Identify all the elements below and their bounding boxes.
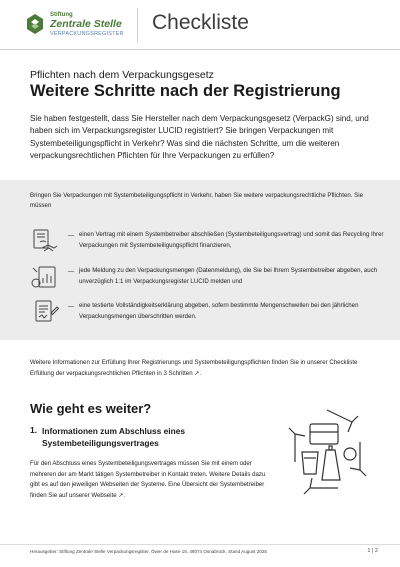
page-header xyxy=(0,0,400,50)
logo-mark-icon xyxy=(24,13,46,35)
intro-paragraph: Sie haben festgestellt, dass Sie Hersteller nach dem Verpackungsgesetz (VerpackG) sind, und haben sich im Verpackungsregister LUCID registriert? Sie bringen Verpackungen mit Systembeteiligungspflicht in Verkehr? Was sind die nächsten Schritte, um die weiteren verpackungsrechtlichen Pflichten für Ihre Verpackungen zu erfüllen? xyxy=(30,114,369,160)
declaration-document-icon xyxy=(30,299,60,327)
logo xyxy=(24,10,134,40)
document-title: Weitere Schritte nach der Registrierung xyxy=(30,82,341,100)
recycling-illustration-icon xyxy=(280,402,375,497)
list-dash: — xyxy=(68,232,75,239)
subsection-number: 1. xyxy=(30,425,37,435)
obligation-text: einen Vertrag mit einem Systembetreiber abschließen (Systembeteiligungsvertrag) und somit das Recycling Ihrer Verpackungen mit Systembeteiligungspflicht finanzieren, xyxy=(79,231,384,249)
obligations-intro: Bringen Sie Verpackungen mit Systembeteiligungspflicht in Verkehr, haben Sie weitere verpackungsrechtliche Pflichten. Sie müssen xyxy=(30,192,363,209)
logo-name: Zentrale Stelle xyxy=(50,18,122,30)
data-report-icon xyxy=(30,264,60,292)
info-paragraph: Weitere Informationen zur Erfüllung Ihrer Registrierungs und Systembeteiligungspflichten finden Sie in unserer Checkliste Erfüllung der verpackungsrechtlichen Pflichten in 3 Schritten ↗. xyxy=(30,359,358,377)
logo-subtitle: VERPACKUNGSREGISTER xyxy=(50,31,124,37)
subsection-paragraph: Für den Abschluss eines Systembeteiligungsvertrages müssen Sie mit einem oder mehreren der am Markt tätigen Systembetreiber in Kontakt treten. Weitere Details dazu gibt es auf den jeweiligen Webseiten der Systeme. Eine Übersicht der Systembetreiber finden Sie auf unserer Webseite ↗. xyxy=(30,460,266,499)
document-subtitle: Pflichten nach dem Verpackungsgesetz xyxy=(30,69,214,81)
section-heading: Wie geht es weiter? xyxy=(30,401,152,416)
page-title: Checkliste xyxy=(152,11,249,34)
footer-divider xyxy=(0,544,400,545)
obligation-text: jede Meldung zu den Verpackungsmengen (Datenmeldung), die Sie bei Ihrem Systembetreiber abgeben, auch unverzüglich 1:1 im Verpackungsregister LUCID melden und xyxy=(79,267,378,285)
subsection-heading: Informationen zum Abschluss eines Systembeteiligungsvertrages xyxy=(42,426,186,448)
logo-stiftung: Stiftung xyxy=(50,12,73,18)
list-dash: — xyxy=(68,303,75,310)
footer-publisher: Herausgeber: Stiftung Zentrale Stelle Verpackungsregister, Öwer de Hase 18, 49074 Osnabrück, Stand August 2025 xyxy=(30,549,267,554)
contract-handshake-icon xyxy=(30,228,60,256)
header-divider xyxy=(137,8,138,42)
page-number: 1 | 2 xyxy=(367,548,378,554)
obligation-text: eine testierte Vollständigkeitserklärung abgeben, sofern bestimmte Mengenschwellen bei den jährlichen Verpackungsmengen überschritten werden. xyxy=(79,302,359,320)
list-dash: — xyxy=(68,268,75,275)
